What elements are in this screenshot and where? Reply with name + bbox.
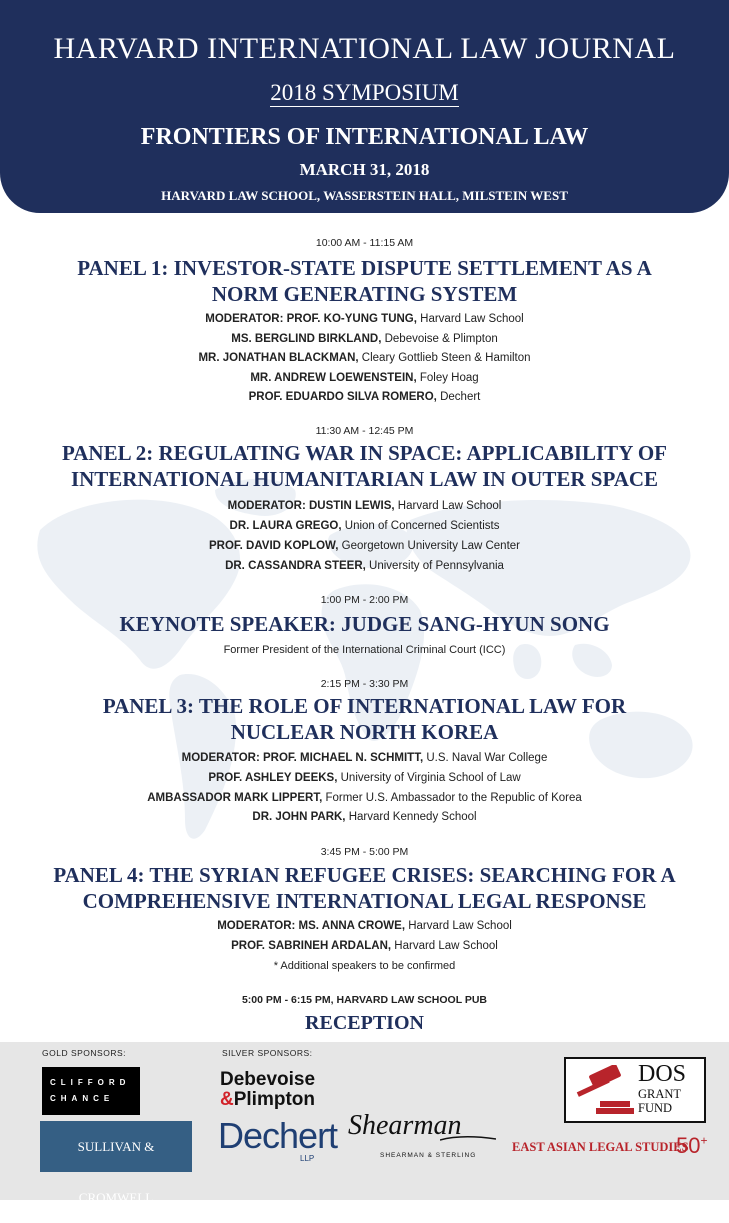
event-venue: HARVARD LAW SCHOOL, WASSERSTEIN HALL, MILSTEIN WEST <box>161 188 568 203</box>
shearman-logo: Shearman <box>348 1110 462 1141</box>
grant-fund-label: GRANT FUND <box>638 1087 682 1115</box>
header-banner <box>0 0 729 213</box>
panel-1-speaker: MR. ANDREW LOEWENSTEIN, Foley Hoag <box>250 372 479 384</box>
panel-2-speaker: DR. CASSANDRA STEER, University of Pennsylvania <box>225 560 504 572</box>
panel-3-title: PANEL 3: THE ROLE OF INTERNATIONAL LAW FOR NUCLEAR NORTH KOREA <box>102 694 627 744</box>
panel-2-time: 11:30 AM - 12:45 PM <box>315 425 414 437</box>
dechert-llp-label: LLP <box>300 1154 315 1163</box>
silver-sponsors-label: SILVER SPONSORS: <box>222 1048 313 1058</box>
shearman-sterling-label: SHEARMAN & STERLING <box>380 1152 477 1159</box>
panel-1-time: 10:00 AM - 11:15 AM <box>315 237 414 249</box>
panel-2-speaker: PROF. DAVID KOPLOW, Georgetown University Law Center <box>208 540 521 552</box>
symposium-year: 2018 SYMPOSIUM <box>270 80 459 105</box>
sullivan-cromwell-logo: SULLIVAN & CROMWELL <box>40 1121 192 1172</box>
panel-3-time: 2:15 PM - 3:30 PM <box>320 678 409 690</box>
panel-3-speaker: AMBASSADOR MARK LIPPERT, Former U.S. Ambassador to the Republic of Korea <box>147 792 582 804</box>
panel-3-speaker: MODERATOR: PROF. MICHAEL N. SCHMITT, U.S. Naval War College <box>181 752 548 764</box>
symposium-theme: FRONTIERS OF INTERNATIONAL LAW <box>140 124 589 150</box>
panel-1-title: PANEL 1: INVESTOR-STATE DISPUTE SETTLEMENT AS A NORM GENERATING SYSTEM <box>77 256 652 306</box>
clifford-chance-logo: CLIFFORD CHANCE <box>42 1067 140 1115</box>
panel-4-time: 3:45 PM - 5:00 PM <box>320 846 409 858</box>
keynote-subtitle: Former President of the International Criminal Court (ICC) <box>223 644 506 656</box>
debevoise-plimpton-logo: Debevoise &Plimpton <box>220 1069 316 1110</box>
keynote-title: KEYNOTE SPEAKER: JUDGE SANG-HYUN SONG <box>119 612 610 636</box>
panel-1-speaker: MR. JONATHAN BLACKMAN, Cleary Gottlieb Steen & Hamilton <box>198 352 531 364</box>
reception-time: 5:00 PM - 6:15 PM, HARVARD LAW SCHOOL PUB <box>241 994 488 1006</box>
panel-1-speaker: MODERATOR: PROF. KO-YUNG TUNG, Harvard Law School <box>205 313 524 325</box>
panel-1-speaker: MS. BERGLIND BIRKLAND, Debevoise & Plimpton <box>231 333 498 345</box>
journal-title: HARVARD INTERNATIONAL LAW JOURNAL <box>53 32 676 65</box>
panel-3-speaker: DR. JOHN PARK, Harvard Kennedy School <box>252 811 477 823</box>
panel-4-title: PANEL 4: THE SYRIAN REFUGEE CRISES: SEARCHING FOR A COMPREHENSIVE INTERNATIONAL LEGAL RESPONSE <box>53 863 676 913</box>
gavel-icon <box>570 1065 634 1117</box>
panel-4-speaker: MODERATOR: MS. ANNA CROWE, Harvard Law School <box>217 920 512 932</box>
panel-2-title: PANEL 2: REGULATING WAR IN SPACE: APPLICABILITY OF INTERNATIONAL HUMANITARIAN LAW IN OUTER SPACE <box>62 441 667 491</box>
dos-label: DOS <box>638 1061 687 1087</box>
keynote-time: 1:00 PM - 2:00 PM <box>320 594 409 606</box>
panel-4-speaker: PROF. SABRINEH ARDALAN, Harvard Law School <box>231 940 498 952</box>
east-asian-legal-studies-logo: EAST ASIAN LEGAL STUDIES <box>512 1140 689 1154</box>
panel-1-speaker: PROF. EDUARDO SILVA ROMERO, Dechert <box>248 391 481 403</box>
fifty-anniversary-mark: 50+ <box>676 1133 708 1158</box>
panel-3-speaker: PROF. ASHLEY DEEKS, University of Virginia School of Law <box>208 772 521 784</box>
dos-grant-fund-logo <box>564 1057 706 1123</box>
gold-sponsors-label: GOLD SPONSORS: <box>42 1048 126 1058</box>
panel-2-speaker: MODERATOR: DUSTIN LEWIS, Harvard Law School <box>227 500 502 512</box>
dechert-logo: Dechert <box>218 1115 338 1156</box>
panel-2-speaker: DR. LAURA GREGO, Union of Concerned Scientists <box>229 520 500 532</box>
shearman-swash-icon <box>440 1134 496 1144</box>
event-date: MARCH 31, 2018 <box>299 160 430 179</box>
panel-4-note: * Additional speakers to be confirmed <box>273 960 456 972</box>
reception-title: RECEPTION <box>305 1012 424 1034</box>
